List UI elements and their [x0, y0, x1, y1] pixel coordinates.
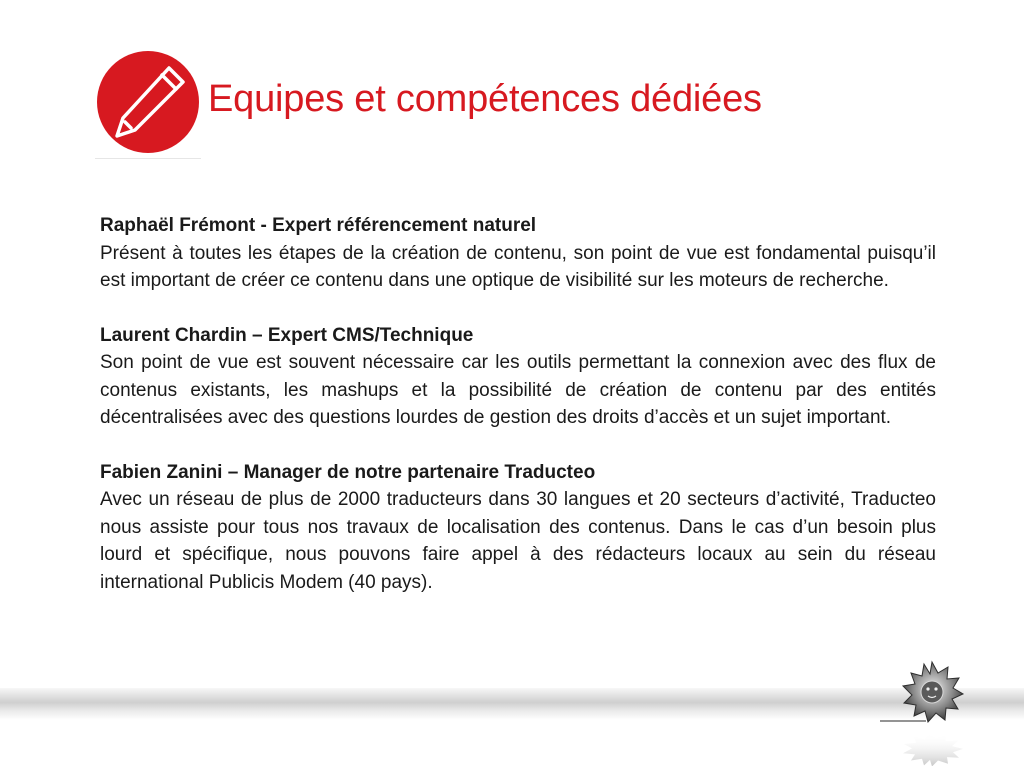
team-member-section	[100, 459, 936, 597]
team-member-section	[100, 212, 936, 295]
content-body	[100, 212, 936, 623]
team-member-heading: Raphaël Frémont - Expert référencement naturel	[100, 215, 537, 236]
team-member-heading: Fabien Zanini – Manager de notre partenaire Traducteo	[100, 461, 596, 483]
page-title: Equipes et compétences dédiées	[208, 78, 762, 120]
team-member-section	[100, 322, 936, 432]
pencil-icon	[95, 50, 201, 158]
team-member-description: Son point de vue est souvent nécessaire car les outils permettant la connexion avec des flux de contenus existants, les mashups et la possibilité de création de contenu par des entités décentralisées avec des questions lourdes de gestion des droits d’accès et un sujet important.	[100, 352, 936, 428]
team-member-description: Présent à toutes les étapes de la création de contenu, son point de vue est fondamental puisqu’il est important de créer ce contenu dans une optique de visibilité sur les moteurs de recherche.	[100, 242, 936, 291]
header-logo	[95, 50, 201, 159]
footer-band	[0, 688, 1024, 720]
lion-emblem-icon	[876, 658, 976, 766]
team-member-heading: Laurent Chardin – Expert CMS/Technique	[100, 324, 474, 346]
team-member-description: Avec un réseau de plus de 2000 traducteurs dans 30 langues et 20 secteurs d’activité, Traducteo nous assiste pour tous nos travaux de localisation des contenus. Dans le cas d’un besoin plus lourd et spécifique, nous pouvons faire appel à des rédacteurs locaux au sein du réseau international Publicis Modem (40 pays).	[100, 489, 936, 593]
